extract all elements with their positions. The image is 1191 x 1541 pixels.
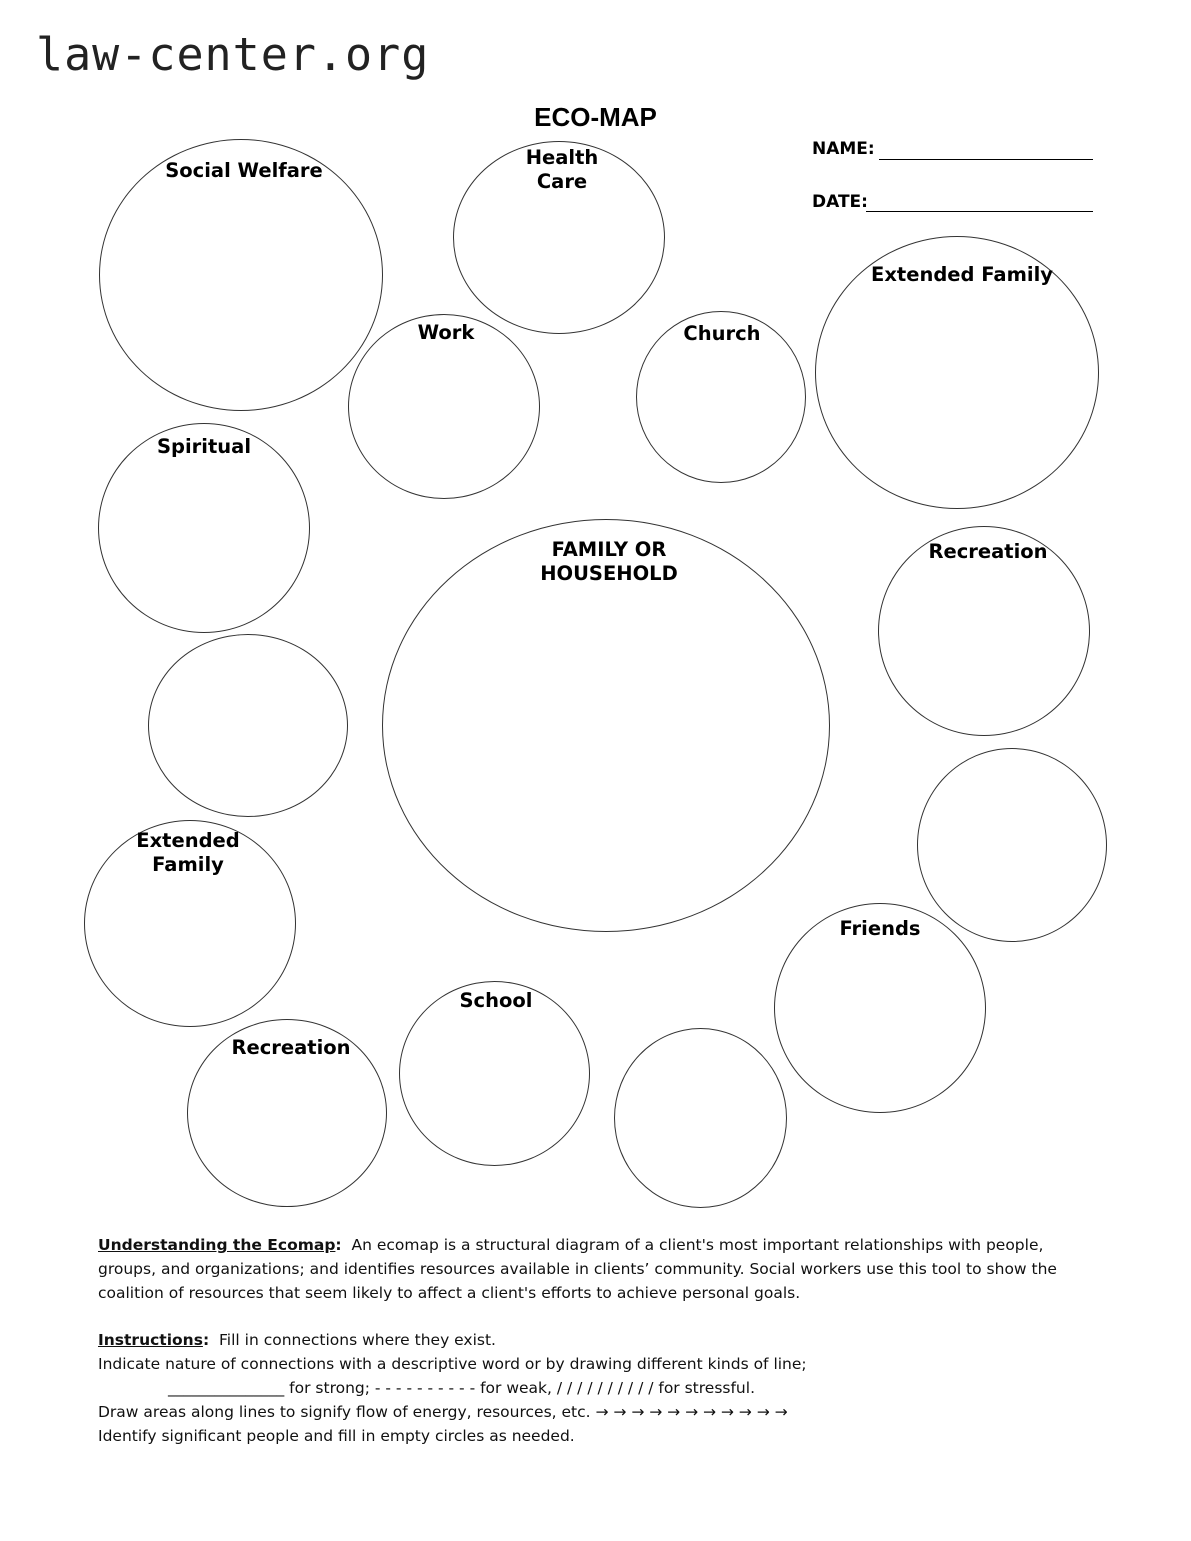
instructions-heading: Instructions: [98, 1331, 203, 1349]
understanding-colon: :: [335, 1236, 342, 1254]
understanding-section: [98, 1233, 1057, 1305]
circle-empty-left[interactable]: [148, 634, 348, 817]
understanding-heading: Understanding the Ecomap: [98, 1236, 336, 1254]
label-spiritual: Spiritual: [156, 435, 252, 458]
understanding-line-1: [98, 1233, 1057, 1257]
date-label: DATE:: [812, 192, 868, 212]
date-line[interactable]: [866, 211, 1093, 212]
label-family-household: FAMILY OR HOUSEHOLD: [540, 538, 678, 585]
name-field[interactable]: [812, 139, 875, 159]
label-extended-family-top: Extended Family: [871, 263, 1053, 286]
understanding-text-2: groups, and organizations; and identifies resources available in clients’ community. Social workers use this tool to show the: [98, 1260, 1057, 1278]
date-field[interactable]: [812, 192, 868, 212]
circle-empty-right[interactable]: [917, 748, 1107, 942]
label-church: Church: [683, 322, 761, 345]
label-recreation-right: Recreation: [928, 540, 1048, 563]
instructions-colon: :: [202, 1331, 210, 1349]
name-label: NAME:: [812, 139, 875, 159]
label-social-welfare: Social Welfare: [165, 159, 323, 182]
instructions-text-2: Indicate nature of connections with a descriptive word or by drawing different kinds of line;: [98, 1355, 807, 1373]
instructions-text-3: _______________ for strong; - - - - - - - - - - for weak, / / / / / / / / / / for stressful.: [168, 1379, 755, 1397]
instructions-text-4: Draw areas along lines to signify flow of energy, resources, etc. → → → → → → → → → → →: [98, 1403, 788, 1421]
label-recreation-bottom: Recreation: [231, 1036, 351, 1059]
label-work: Work: [417, 321, 475, 344]
name-line[interactable]: [879, 159, 1093, 160]
instructions-line-1: [98, 1328, 807, 1352]
instructions-text-5: Identify significant people and fill in empty circles as needed.: [98, 1427, 575, 1445]
label-health-care: Health Care: [525, 146, 599, 193]
understanding-text-3: coalition of resources that seem likely to affect a client's efforts to achieve personal goals.: [98, 1284, 801, 1302]
watermark-logo: law-center.org: [36, 28, 430, 81]
instructions-section: [98, 1328, 807, 1448]
circle-empty-bottom[interactable]: [614, 1028, 787, 1208]
instructions-text-1: Fill in connections where they exist.: [219, 1331, 496, 1349]
page-title: ECO-MAP: [534, 102, 657, 132]
label-extended-family-left: Extended Family: [136, 829, 240, 876]
label-friends: Friends: [839, 917, 921, 940]
label-school: School: [459, 989, 533, 1012]
understanding-text-1: An ecomap is a structural diagram of a client's most important relationships with people,: [351, 1236, 1044, 1254]
